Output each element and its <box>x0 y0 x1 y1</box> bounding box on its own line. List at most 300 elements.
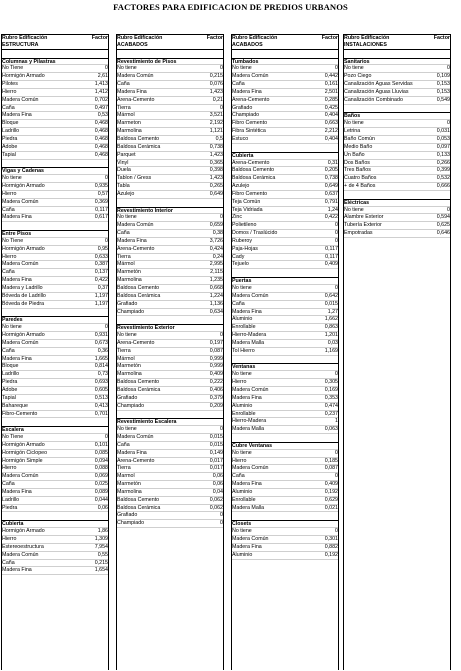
table-row-value: 0 <box>220 65 223 72</box>
table-row-label: Caña <box>117 230 130 237</box>
table-row <box>1 348 109 356</box>
column-header-label: Rubro Edificación <box>344 35 390 41</box>
table-row-value: 0,031 <box>436 128 450 135</box>
table-row-label: Madera Común <box>232 465 269 472</box>
table-row-value: 0,094 <box>94 457 108 464</box>
table-row-label: Ladrillo <box>2 371 20 378</box>
table-row-value: 0,062 <box>209 504 223 511</box>
table-row-value: 0,062 <box>209 496 223 503</box>
table-row <box>231 183 339 191</box>
spacer-row-label <box>343 50 424 58</box>
table-row-value: 0,791 <box>324 198 338 205</box>
table-row <box>1 442 109 450</box>
table-row-value: 0,468 <box>94 143 108 150</box>
table-row <box>116 481 224 489</box>
table-row-label: Madera Común <box>2 198 39 205</box>
table-row-label: Tabla <box>117 183 130 190</box>
spacer-row-value <box>82 309 109 317</box>
table-row-value: 2,995 <box>209 261 223 268</box>
table-row-value: 1,423 <box>209 88 223 95</box>
table-row-value: 1,169 <box>324 347 338 354</box>
table-row-value: 0,285 <box>324 96 338 103</box>
table-row-value: 0,702 <box>94 96 108 103</box>
table-row-label: Mármol <box>117 112 135 119</box>
table-row-value: 0,404 <box>324 135 338 142</box>
section-title-value <box>424 59 451 65</box>
table-row-label: Baldosa Cerámica <box>117 143 161 150</box>
table-row <box>231 191 339 199</box>
table-row-value: 0,109 <box>436 73 450 80</box>
section-title-value <box>197 419 224 425</box>
table-row-value: 0 <box>105 65 108 72</box>
table-row-label: Madera Común <box>117 434 154 441</box>
table-row-value: 0,133 <box>436 151 450 158</box>
table-row-label: Canalización Aguas Lluvias <box>344 88 409 95</box>
column-estructura <box>1 34 109 575</box>
table-row-value: 0,666 <box>436 183 450 190</box>
table-row-label: Madera Común <box>232 536 269 542</box>
table-row-value: 1,665 <box>94 355 108 362</box>
table-row-label: Arena-Cemento <box>232 159 270 166</box>
spacer-row <box>231 434 339 442</box>
section-title-value <box>312 59 339 65</box>
table-row-label: Marmetón <box>117 481 141 488</box>
table-row <box>231 309 339 317</box>
table-row <box>343 214 451 222</box>
spacer-row-value <box>82 222 109 230</box>
table-row-label: Aluminio <box>232 488 253 495</box>
table-row <box>1 371 109 379</box>
table-row-label: Azulejo <box>232 183 250 190</box>
table-row <box>116 238 224 246</box>
table-row-label: Cady <box>232 253 245 260</box>
table-row-label: Mármol <box>117 355 135 362</box>
table-row-label: Champiado <box>117 308 145 315</box>
table-row-value: 2,61 <box>97 73 108 80</box>
table-row <box>1 332 109 340</box>
table-row-label: Hierro <box>2 253 17 260</box>
table-row-label: Azulejo <box>117 190 135 197</box>
table-row <box>343 183 451 191</box>
section-title-value <box>82 427 109 433</box>
section-title-label: Ventanas <box>232 364 256 371</box>
table-row-value: 0,149 <box>209 449 223 456</box>
spacer-row-value <box>197 199 224 207</box>
spacer-row-label <box>231 144 312 152</box>
table-row-value: 0,305 <box>324 379 338 386</box>
table-row <box>1 473 109 481</box>
table-row-value: 0,95 <box>97 245 108 252</box>
table-row-value: 0,55 <box>97 551 108 558</box>
table-row-label: Bloque <box>2 363 19 370</box>
table-row-value: 0,999 <box>209 355 223 362</box>
table-row-label: Madera Fina <box>2 214 32 221</box>
table-row <box>231 65 339 73</box>
table-row <box>231 426 339 434</box>
table-row <box>1 536 109 544</box>
table-row <box>116 152 224 160</box>
table-row-value: 0 <box>335 285 338 291</box>
table-row <box>116 191 224 199</box>
table-row-label: Teja Vidriada <box>232 206 263 213</box>
table-row-label: Marmolina <box>117 277 142 284</box>
table-row-label: Tierra <box>117 104 131 111</box>
table-row-label: No tiene <box>117 214 137 221</box>
table-row-label: Baldosa Cemento <box>117 496 160 503</box>
section-title-label: Revestimiento Exterior <box>117 325 175 332</box>
table-row-value: 0,497 <box>94 104 108 111</box>
table-row <box>231 505 339 513</box>
table-row <box>231 199 339 207</box>
table-row <box>116 293 224 301</box>
table-row <box>116 144 224 152</box>
table-row <box>1 285 109 293</box>
table-row-label: Tierra <box>117 253 131 260</box>
table-row-value: 0,37 <box>97 285 108 291</box>
section-title-value <box>82 521 109 527</box>
table-row-label: Madera Fina <box>117 88 147 95</box>
table-row-value: 0 <box>220 332 223 339</box>
table-row <box>343 222 451 230</box>
table-row-value: 0,549 <box>436 96 450 103</box>
table-row-label: Piedra <box>2 135 18 142</box>
table-row-value: 0,629 <box>324 496 338 503</box>
section-title <box>231 58 339 66</box>
table-row-value: 0,06 <box>97 504 108 511</box>
table-row <box>231 536 339 544</box>
table-row <box>231 160 339 168</box>
table-row-label: No Tiene <box>2 434 24 441</box>
spacer-row-label <box>231 356 312 364</box>
table-row-label: Domos / Traslúcido <box>232 230 278 237</box>
section-title <box>1 520 109 528</box>
table-row <box>1 277 109 285</box>
spacer-row <box>231 50 339 58</box>
table-row <box>1 560 109 568</box>
table-row-value: 0,931 <box>94 332 108 339</box>
table-row-value: 1,197 <box>94 292 108 299</box>
table-row-label: No tiene <box>117 426 137 433</box>
section-title-label: Vigas y Cadenas <box>2 168 45 175</box>
table-row-value: 0,24 <box>212 253 223 260</box>
spacer-row <box>1 418 109 426</box>
table-row-label: Marmeton <box>117 120 141 127</box>
table-row-label: Grafiado <box>117 300 138 307</box>
table-row <box>116 269 224 277</box>
table-row-label: Adobe <box>2 143 18 150</box>
table-row-label: Caña <box>2 269 15 276</box>
table-row-value: 0 <box>105 237 108 244</box>
table-row <box>343 144 451 152</box>
table-row-label: Baldosa Cerámica <box>117 292 161 299</box>
table-row-value: 0,117 <box>325 253 338 260</box>
spacer-row <box>116 199 224 207</box>
table-row-label: Madera Fina <box>232 481 262 488</box>
section-title-value <box>197 208 224 214</box>
table-row-value: 0,161 <box>324 81 338 88</box>
table-row-label: Grafiado <box>117 512 138 519</box>
table-row-label: Estereoestructura <box>2 543 44 550</box>
spacer-row-label <box>116 199 197 207</box>
table-row-value: 1,201 <box>324 332 338 339</box>
table-row-value: 0,04 <box>212 488 223 495</box>
table-row <box>231 222 339 230</box>
spacer-row-label <box>1 418 82 426</box>
table-row-label: Hormigón Simple <box>2 457 43 464</box>
table-row-label: Empotradas <box>344 230 373 237</box>
table-row-value: 0,422 <box>324 214 338 221</box>
table-row-label: Caña <box>117 441 130 448</box>
table-row <box>116 301 224 309</box>
table-row-label: Madera Fina <box>117 237 147 244</box>
table-row <box>1 387 109 395</box>
table-row <box>231 246 339 254</box>
table-row-value: 2,501 <box>324 88 338 95</box>
table-row-value: 0,369 <box>94 198 108 205</box>
column-header-label: Rubro Edificación <box>232 35 278 41</box>
table-row-label: Hierro <box>2 465 17 472</box>
table-row <box>116 136 224 144</box>
table-row-label: Baldosa Cemento <box>117 379 160 386</box>
table-row <box>1 450 109 458</box>
table-row <box>1 97 109 105</box>
section-title-value <box>82 168 109 174</box>
table-row-label: Baldosa Cerámica <box>232 175 276 182</box>
table-row-label: Ruberoy <box>232 237 253 244</box>
spacer-row-value <box>312 50 339 58</box>
table-row-label: Baldosa Cemento <box>117 285 160 291</box>
table-row-label: Grafiado <box>232 104 253 111</box>
table-row-label: No tiene <box>2 175 22 182</box>
table-row <box>343 160 451 168</box>
table-row-label: Madera Común <box>117 222 154 229</box>
table-row-value: 0,637 <box>324 190 338 197</box>
table-row-label: Letrina <box>344 128 361 135</box>
spacer-row-label <box>231 512 312 520</box>
table-row-value: 0,192 <box>324 488 338 495</box>
table-row <box>116 489 224 497</box>
table-row-value: 7,954 <box>94 543 108 550</box>
table-row-label: Champiado <box>232 112 260 119</box>
table-row-label: Ladrillo <box>2 496 20 503</box>
table-row <box>231 89 339 97</box>
section-title <box>1 167 109 175</box>
table-row-label: Bóveda de Ladrillo <box>2 292 46 299</box>
table-row-value: 0 <box>220 214 223 221</box>
spacer-row-value <box>312 512 339 520</box>
table-row <box>116 112 224 120</box>
section-title-label: Baños <box>344 113 361 120</box>
table-row-value: 0,087 <box>209 347 223 354</box>
spacer-row-label <box>1 222 82 230</box>
table-row-label: Marmolina <box>117 128 142 135</box>
table-row-value: 0,101 <box>94 441 108 448</box>
table-row <box>1 567 109 575</box>
table-row-value: 0 <box>335 230 338 237</box>
table-row-value: 0,468 <box>94 120 108 127</box>
table-row-value: 1,24 <box>327 206 338 213</box>
table-row-value: 0,399 <box>436 167 450 174</box>
table-row <box>231 348 339 356</box>
table-row <box>231 411 339 419</box>
table-row-value: 0,088 <box>94 465 108 472</box>
table-row-label: Madera Fina <box>2 488 32 495</box>
table-row-label: Alambre Exterior <box>344 214 384 221</box>
table-row-value: 0,301 <box>324 536 338 542</box>
table-row <box>116 222 224 230</box>
table-row-label: Caña <box>2 559 15 566</box>
section-title <box>116 418 224 426</box>
table-row-value: 0,117 <box>95 206 108 213</box>
table-row-value: 1,423 <box>209 151 223 158</box>
table-row-label: Tres Baños <box>344 167 371 174</box>
table-row <box>343 120 451 128</box>
table-row-label: No tiene <box>232 285 252 291</box>
spacer-row <box>343 50 451 58</box>
table-row <box>116 73 224 81</box>
section-title-label: Escalera <box>2 427 24 434</box>
spacer-row-value <box>82 50 109 58</box>
table-row-value: 0,185 <box>324 457 338 464</box>
table-row <box>116 387 224 395</box>
table-row-label: Madera Fina <box>2 355 32 362</box>
section-title <box>231 520 339 528</box>
table-row-value: 0,085 <box>94 449 108 456</box>
table-row <box>231 136 339 144</box>
table-row-value: 0 <box>335 222 338 229</box>
table-row-value: 1,224 <box>209 292 223 299</box>
table-row <box>1 505 109 513</box>
category-header <box>343 42 451 50</box>
section-title-value <box>197 59 224 65</box>
table-row-value: 0,153 <box>436 88 450 95</box>
table-row-value: 2,192 <box>209 120 223 127</box>
table-row <box>231 112 339 120</box>
table-row <box>231 371 339 379</box>
table-row-value: 0,468 <box>94 135 108 142</box>
table-row <box>1 246 109 254</box>
table-row-value: 0,137 <box>94 269 108 276</box>
table-row-value: 1,423 <box>209 175 223 182</box>
spacer-row-value <box>82 418 109 426</box>
table-row-label: Arena-Cemento <box>117 96 155 103</box>
table-row <box>231 324 339 332</box>
spacer-row-value <box>197 411 224 419</box>
table-row-label: Fibro-Cemento <box>2 410 38 417</box>
table-row-value: 0 <box>447 65 450 72</box>
table-row <box>343 97 451 105</box>
table-row-label: Paja-Hojas <box>232 245 258 252</box>
section-title-value <box>312 521 339 527</box>
table-row <box>231 175 339 183</box>
column-header-label: Rubro Edificación <box>2 35 48 41</box>
table-row-label: No tiene <box>232 449 252 456</box>
table-row-value: 0,663 <box>324 120 338 127</box>
table-row-value: 0,044 <box>94 496 108 503</box>
table-row-value: 0,379 <box>209 394 223 401</box>
section-title-label: Columnas y Pilastras <box>2 58 56 65</box>
table-row-value: 3,726 <box>209 237 223 244</box>
table-row-label: Madera Fina <box>232 394 262 401</box>
table-row <box>116 505 224 513</box>
table-row <box>231 379 339 387</box>
table-row-value: 0,266 <box>436 159 450 166</box>
table-row-value: 0 <box>447 206 450 213</box>
table-row <box>343 128 451 136</box>
table-row-label: Hierro <box>2 88 17 95</box>
spacer-row-label <box>343 191 424 199</box>
table-row-value: 0,659 <box>209 222 223 229</box>
table-row <box>1 89 109 97</box>
table-row <box>1 458 109 466</box>
table-row-label: Marmolina <box>117 488 142 495</box>
section-title <box>1 426 109 434</box>
table-row-label: Caña <box>2 347 15 354</box>
table-row-label: No tiene <box>344 65 364 72</box>
spacer-row <box>231 144 339 152</box>
table-row <box>231 230 339 238</box>
table-row-label: Duela <box>117 167 131 174</box>
table-row-value: 0,406 <box>209 386 223 393</box>
table-row-label: Madera Fina <box>2 567 32 574</box>
table-row-value: 0 <box>105 324 108 331</box>
table-row <box>343 152 451 160</box>
table-row-label: Madera Fina <box>2 277 32 284</box>
table-row-value: 0,153 <box>436 81 450 88</box>
table-row <box>231 450 339 458</box>
section-title <box>343 58 451 66</box>
section-title-label: Revestimiento Escalera <box>117 419 177 426</box>
table-row-value: 0,404 <box>324 112 338 119</box>
section-title-label: Tumbados <box>232 58 259 65</box>
table-row-value: 0,197 <box>209 339 223 346</box>
section-title-label: Eléctricas <box>344 199 370 206</box>
table-row <box>1 340 109 348</box>
table-row-value: 0,468 <box>94 128 108 135</box>
table-row <box>116 348 224 356</box>
table-row <box>1 465 109 473</box>
table-row <box>1 214 109 222</box>
table-row-label: Baño Común <box>344 135 375 142</box>
table-row <box>231 105 339 113</box>
table-row <box>116 254 224 262</box>
table-row-value: 0,089 <box>94 488 108 495</box>
table-row <box>1 497 109 505</box>
table-row-value: 0 <box>335 449 338 456</box>
table-row-label: Aluminio <box>232 402 253 409</box>
table-row <box>1 238 109 246</box>
table-row <box>116 520 224 528</box>
table-row <box>231 403 339 411</box>
table-row-value: 0,409 <box>324 261 338 268</box>
column-acabados-1 <box>116 34 224 528</box>
spacer-row-value <box>82 512 109 520</box>
table-row <box>116 89 224 97</box>
table-row-value: 3,521 <box>209 112 223 119</box>
table-row-label: Tablon / Gress <box>117 175 152 182</box>
table-row-value: 0,646 <box>436 230 450 237</box>
table-row-value: 0,617 <box>94 214 108 221</box>
table-row-label: Tierra <box>117 465 131 472</box>
table-row-value: 0,03 <box>327 339 338 346</box>
table-row <box>116 512 224 520</box>
table-row-label: Tapial <box>2 394 16 401</box>
table-row-label: No Tiene <box>2 65 24 72</box>
table-row-label: Grafiado <box>117 394 138 401</box>
table-row-value: 0,532 <box>436 175 450 182</box>
category-header-value <box>424 42 451 49</box>
table-row <box>1 528 109 536</box>
